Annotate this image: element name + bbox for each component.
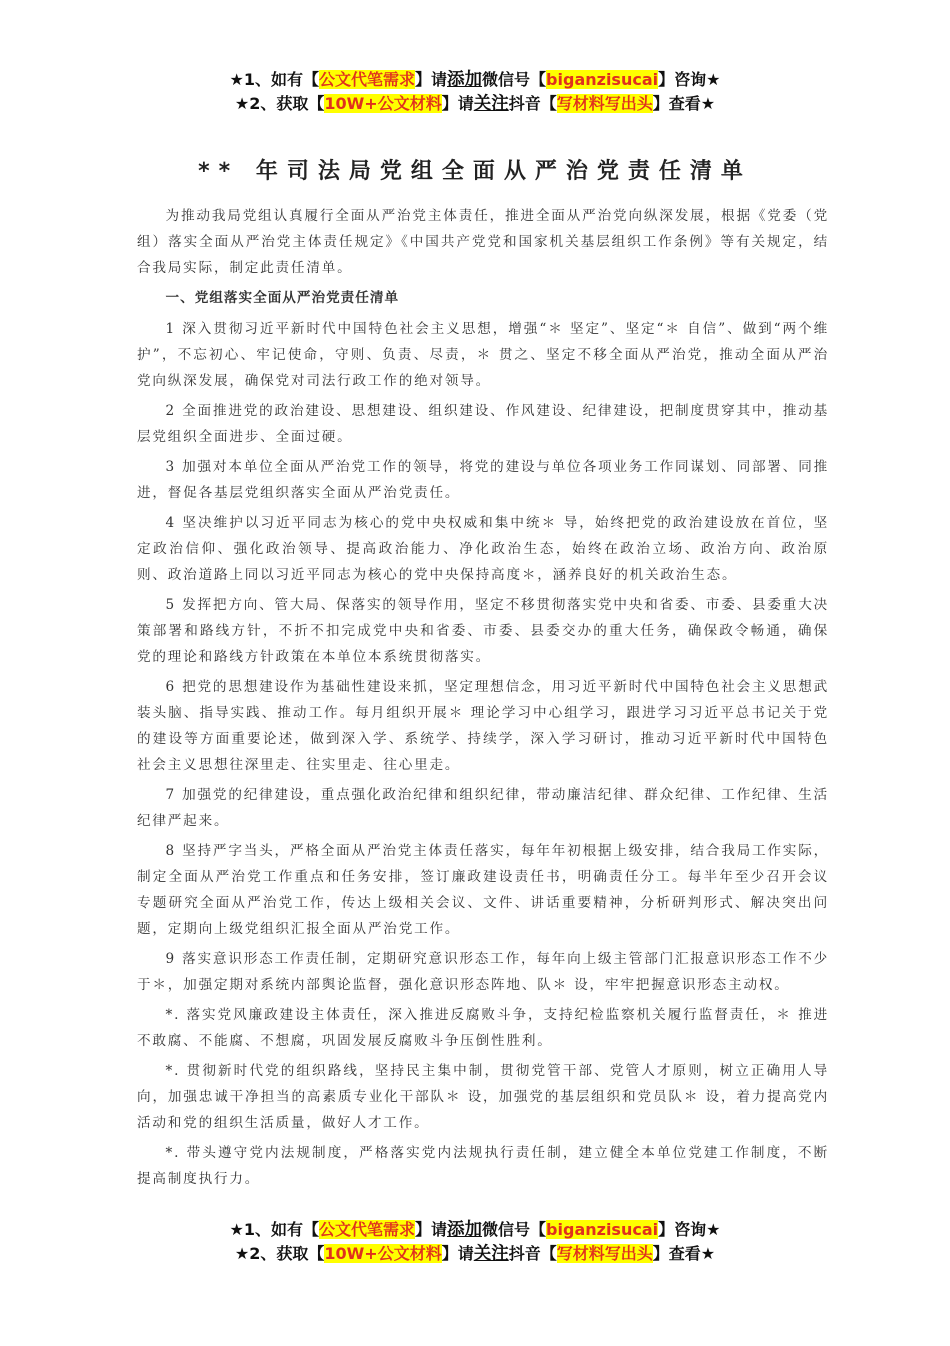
promo-text: 微信号【 [482, 1220, 547, 1239]
intro-paragraph: 为推动我局党组认真履行全面从严治党主体责任，推进全面从严治党向纵深发展，根据《党委（党组）落实全面从严治党主体责任规定》《中国共产党党和国家机关基层组织工作条例》等有关规定，结合我局实际，制定此责任清单。 [137, 208, 829, 276]
highlight-douyin-account: 写材料写出头 [556, 1244, 653, 1263]
highlight-service: 公文代笔需求 [319, 70, 416, 89]
promo-line-2 [0, 1242, 950, 1266]
promo-text: 】查看★ [652, 1244, 716, 1263]
document-body [137, 203, 829, 1196]
list-item: 8 坚持严字当头，严格全面从严治党主体责任落实，每年年初根据上级安排，结合我局工作实际，制定全面从严治党工作重点和任务安排，签订廉政建设责任书，明确责任分工。每半年至少召开会议专题研究全面从严治党工作，传达上级相关会议、文件、讲话重要精神，分析研判形式、解决突出问题，定期向上级党组织汇报全面从严治党工作。 [137, 843, 829, 937]
list-item: *. 贯彻新时代党的组织路线，坚持民主集中制，贯彻党管干部、党管人才原则，树立正确用人导向，加强忠诚干净担当的高素质专业化干部队＊ 设，加强党的基层组织和党员队＊ 设，着力提高党内活动和党的组织生活质量，做好人才工作。 [137, 1063, 829, 1131]
promo-text: 】查看★ [652, 94, 716, 113]
document-title: ** 年司法局党组全面从严治党责任清单 [198, 159, 752, 184]
promo-text: 】请 [441, 94, 474, 113]
highlight-douyin-account: 写材料写出头 [556, 94, 653, 113]
section-heading: 一、党组落实全面从严治党责任清单 [165, 290, 400, 306]
promo-text: 】咨询★ [658, 1220, 721, 1239]
list-item: 1 深入贯彻习近平新时代中国特色社会主义思想，增强“＊ 坚定”、坚定“＊ 自信”、做到“两个维护”，不忘初心、牢记使命，守则、负责、尽责，＊ 贯之、坚定不移全面从严治党，推动全面从严治党向纵深发展，确保党对司法行政工作的绝对领导。 [137, 321, 829, 389]
list-item: 7 加强党的纪律建设，重点强化政治纪律和组织纪律，带动廉洁纪律、群众纪律、工作纪律、生活纪律严起来。 [137, 787, 829, 829]
list-item: *. 带头遵守党内法规制度，严格落实党内法规执行责任制，建立健全本单位党建工作制度，不断提高制度执行力。 [137, 1145, 829, 1187]
promo-text: 】咨询★ [658, 70, 721, 89]
list-item: *. 落实党风廉政建设主体责任，深入推进反腐败斗争，支持纪检监察机关履行监督责任，＊ 推进不敢腐、不能腐、不想腐，巩固发展反腐败斗争压倒性胜利。 [137, 1007, 829, 1049]
list-item: 4 坚决维护以习近平同志为核心的党中央权威和集中统＊ 导，始终把党的政治建设放在首位，坚定政治信仰、强化政治领导、提高政治能力、净化政治生态，始终在政治立场、政治方向、政治原则、政治道路上同以习近平同志为核心的党中央保持高度＊，涵养良好的机关政治生态。 [137, 515, 829, 583]
promo-text: 】请 [415, 1220, 448, 1239]
emphasis-add: 添加 [447, 70, 483, 90]
promo-text: 抖音【 [508, 94, 557, 113]
highlight-materials: 10W+公文材料 [324, 94, 442, 113]
promo-text: 】请 [415, 70, 448, 89]
list-item: 2 全面推进党的政治建设、思想建设、组织建设、作风建设、纪律建设，把制度贯穿其中，推动基层党组织全面进步、全面过硬。 [137, 403, 829, 445]
promo-text: 】请 [441, 1244, 474, 1263]
promo-line-1 [0, 1218, 950, 1242]
promo-line-2 [0, 92, 950, 116]
highlight-materials: 10W+公文材料 [324, 1244, 442, 1263]
promo-text: ★1、如有【 [229, 1220, 319, 1239]
bottom-promo-banner [0, 1218, 950, 1266]
promo-text: ★2、获取【 [234, 1244, 325, 1263]
emphasis-add: 添加 [447, 1220, 483, 1240]
list-item: 3 加强对本单位全面从严治党工作的领导，将党的建设与单位各项业务工作同谋划、同部署、同推进，督促各基层党组织落实全面从严治党责任。 [137, 459, 829, 501]
list-item: 6 把党的思想建设作为基础性建设来抓，坚定理想信念，用习近平新时代中国特色社会主义思想武装头脑、指导实践、推动工作。每月组织开展＊ 理论学习中心组学习，跟进学习习近平总书记关于党的建设等方面重要论述，做到深入学、系统学、持续学，深入学习研讨，推动习近平新时代中国特色社会主义思想往深里走、往实里走、往心里走。 [137, 679, 829, 773]
list-item: 9 落实意识形态工作责任制，定期研究意识形态工作，每年向上级主管部门汇报意识形态工作不少于＊，加强定期对系统内部舆论监督，强化意识形态阵地、队＊ 设，牢牢把握意识形态主动权。 [137, 951, 829, 993]
highlight-wechat-id: biganzisucai [546, 70, 659, 89]
highlight-wechat-id: biganzisucai [546, 1220, 659, 1239]
promo-text: ★1、如有【 [229, 70, 319, 89]
highlight-service: 公文代笔需求 [319, 1220, 416, 1239]
promo-line-1 [0, 68, 950, 92]
promo-text: ★2、获取【 [234, 94, 325, 113]
list-item: 5 发挥把方向、管大局、保落实的领导作用，坚定不移贯彻落实党中央和省委、市委、县委重大决策部署和路线方针，不折不扣完成党中央和省委、市委、县委交办的重大任务，确保政令畅通，确保党的理论和路线方针政策在本单位本系统贯彻落实。 [137, 597, 829, 665]
top-promo-banner [0, 68, 950, 116]
emphasis-follow: 关注 [473, 1244, 509, 1264]
emphasis-follow: 关注 [473, 94, 509, 114]
promo-text: 抖音【 [508, 1244, 557, 1263]
promo-text: 微信号【 [482, 70, 547, 89]
